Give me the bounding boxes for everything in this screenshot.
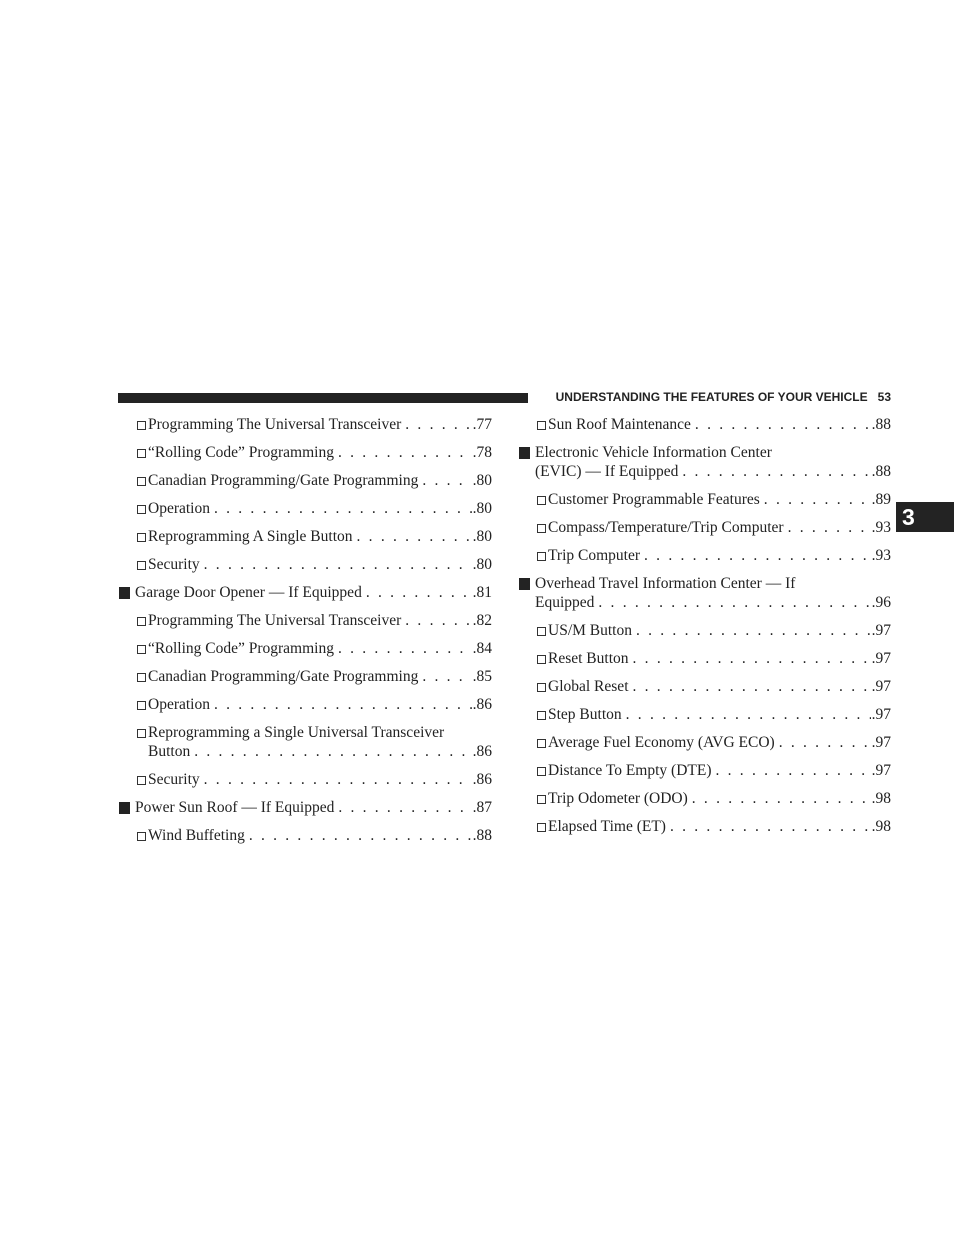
toc-entry-title: Elapsed Time (ET) [548, 818, 666, 835]
toc-section-entry[interactable] [118, 798, 492, 826]
toc-entry-title: Security [148, 556, 200, 573]
toc-entry-title: Electronic Vehicle Information Center [535, 444, 772, 461]
dot-leader [636, 621, 871, 640]
toc-entry-title-continued: Equipped [535, 594, 595, 611]
dot-leader [644, 546, 871, 565]
filled-square-bullet-icon [119, 587, 130, 599]
toc-page-number: .89 [871, 491, 891, 508]
hollow-square-bullet-icon [137, 477, 146, 486]
toc-subsection-entry[interactable] [118, 695, 492, 723]
toc-page-number: .77 [472, 416, 492, 433]
dot-leader [764, 490, 871, 509]
hollow-square-bullet-icon [537, 795, 546, 804]
hollow-square-bullet-icon [537, 823, 546, 832]
toc-entry-title: Programming The Universal Transceiver [148, 416, 402, 433]
toc-page-number: .85 [472, 668, 492, 685]
toc-page-number: .97 [871, 734, 891, 751]
header-rule [118, 393, 528, 403]
dot-leader [249, 826, 472, 845]
toc-right-column [518, 415, 891, 845]
toc-entry-title: Garage Door Opener — If Equipped [135, 584, 362, 601]
toc-subsection-entry[interactable] [118, 527, 492, 555]
toc-subsection-entry[interactable] [518, 518, 891, 546]
dot-leader [214, 499, 472, 518]
hollow-square-bullet-icon [537, 683, 546, 692]
toc-subsection-entry[interactable] [518, 649, 891, 677]
toc-entry-title: “Rolling Code” Programming [148, 444, 334, 461]
toc-subsection-entry[interactable] [118, 499, 492, 527]
hollow-square-bullet-icon [137, 645, 146, 654]
toc-subsection-entry[interactable] [118, 611, 492, 639]
toc-entry-title: US/M Button [548, 622, 632, 639]
toc-page-number: .96 [871, 594, 891, 611]
page-number: 53 [877, 390, 891, 404]
toc-page-number: .86 [472, 743, 492, 760]
toc-page-number: .82 [472, 612, 492, 629]
toc-page-number: .80 [472, 472, 492, 489]
toc-entry-title-continued: Button [148, 743, 191, 760]
hollow-square-bullet-icon [137, 729, 146, 738]
toc-subsection-entry[interactable] [518, 761, 891, 789]
toc-page-number: .98 [871, 818, 891, 835]
toc-entry-title: Sun Roof Maintenance [548, 416, 691, 433]
toc-entry-title: Programming The Universal Transceiver [148, 612, 402, 629]
dot-leader [422, 471, 471, 490]
dot-leader [779, 733, 871, 752]
toc-subsection-entry[interactable] [118, 770, 492, 798]
toc-page-number: .80 [472, 500, 492, 517]
hollow-square-bullet-icon [137, 832, 146, 841]
filled-square-bullet-icon [519, 447, 530, 459]
hollow-square-bullet-icon [537, 739, 546, 748]
toc-entry-title: Global Reset [548, 678, 629, 695]
toc-page-number: .80 [472, 556, 492, 573]
toc-subsection-entry[interactable] [518, 677, 891, 705]
toc-subsection-entry[interactable] [118, 667, 492, 695]
toc-section-entry[interactable] [118, 583, 492, 611]
hollow-square-bullet-icon [137, 533, 146, 542]
toc-page-number: .97 [871, 650, 891, 667]
toc-entry-title: Wind Buffeting [148, 827, 245, 844]
dot-leader [695, 415, 871, 434]
toc-subsection-entry[interactable] [118, 723, 492, 770]
hollow-square-bullet-icon [537, 524, 546, 533]
section-title: UNDERSTANDING THE FEATURES OF YOUR VEHICLE [555, 390, 868, 404]
toc-page-number: .97 [871, 622, 891, 639]
toc-entry-title: Distance To Empty (DTE) [548, 762, 712, 779]
toc-page-number: .86 [472, 771, 492, 788]
dot-leader [626, 705, 871, 724]
hollow-square-bullet-icon [137, 701, 146, 710]
toc-subsection-entry[interactable] [118, 443, 492, 471]
toc-entry-title: Trip Computer [548, 547, 641, 564]
toc-subsection-entry[interactable] [118, 471, 492, 499]
toc-subsection-entry[interactable] [118, 415, 492, 443]
hollow-square-bullet-icon [137, 449, 146, 458]
toc-entry-title: Reset Button [548, 650, 629, 667]
toc-subsection-entry[interactable] [518, 490, 891, 518]
dot-leader [682, 462, 870, 481]
toc-entry-title: Security [148, 771, 200, 788]
hollow-square-bullet-icon [137, 421, 146, 430]
toc-subsection-entry[interactable] [518, 415, 891, 443]
toc-subsection-entry[interactable] [518, 817, 891, 845]
hollow-square-bullet-icon [137, 561, 146, 570]
toc-entry-title: Customer Programmable Features [548, 491, 760, 508]
toc-page-number: .97 [871, 706, 891, 723]
dot-leader [422, 667, 471, 686]
toc-entry-title: Step Button [548, 706, 622, 723]
toc-entry-title: “Rolling Code” Programming [148, 640, 334, 657]
hollow-square-bullet-icon [137, 776, 146, 785]
toc-entry-title: Reprogramming A Single Button [148, 528, 353, 545]
dot-leader [214, 695, 472, 714]
dot-leader [633, 649, 871, 668]
dot-leader [204, 555, 472, 574]
dot-leader [405, 611, 471, 630]
filled-square-bullet-icon [519, 578, 530, 590]
toc-page-number: .93 [871, 547, 891, 564]
toc-page-number: .98 [871, 790, 891, 807]
toc-subsection-entry[interactable] [118, 826, 492, 854]
toc-section-entry[interactable] [518, 574, 891, 621]
dot-leader [204, 770, 472, 789]
toc-entry-title: Overhead Travel Information Center — If [535, 575, 796, 592]
toc-page-number: .88 [871, 416, 891, 433]
toc-entry-title: Operation [148, 500, 210, 517]
hollow-square-bullet-icon [137, 673, 146, 682]
toc-subsection-entry[interactable] [518, 546, 891, 574]
toc-page-number: .81 [472, 584, 492, 601]
dot-leader [338, 798, 471, 817]
chapter-tab: 3 [896, 502, 954, 532]
toc-subsection-entry[interactable] [118, 639, 492, 667]
running-header [556, 390, 891, 404]
hollow-square-bullet-icon [537, 655, 546, 664]
toc-entry-title: Canadian Programming/Gate Programming [148, 668, 419, 685]
toc-entry-title: Power Sun Roof — If Equipped [135, 799, 335, 816]
dot-leader [598, 593, 870, 612]
toc-subsection-entry[interactable] [518, 621, 891, 649]
hollow-square-bullet-icon [537, 711, 546, 720]
toc-subsection-entry[interactable] [518, 733, 891, 761]
dot-leader [670, 817, 871, 836]
toc-page-number: .86 [472, 696, 492, 713]
hollow-square-bullet-icon [537, 496, 546, 505]
dot-leader [338, 443, 472, 462]
toc-subsection-entry[interactable] [118, 555, 492, 583]
toc-page-number: .88 [871, 463, 891, 480]
toc-entry-title: Compass/Temperature/Trip Computer [548, 519, 784, 536]
dot-leader [633, 677, 871, 696]
dot-leader [338, 639, 472, 658]
toc-left-column [118, 415, 492, 854]
toc-entry-title: Canadian Programming/Gate Programming [148, 472, 419, 489]
toc-entry-title-continued: (EVIC) — If Equipped [535, 463, 679, 480]
toc-page-number: .88 [472, 827, 492, 844]
toc-subsection-entry[interactable] [518, 789, 891, 817]
toc-entry-title: Operation [148, 696, 210, 713]
hollow-square-bullet-icon [537, 627, 546, 636]
dot-leader [194, 742, 471, 761]
toc-page-number: .80 [472, 528, 492, 545]
dot-leader [357, 527, 472, 546]
hollow-square-bullet-icon [137, 505, 146, 514]
dot-leader [716, 761, 871, 780]
dot-leader [692, 789, 871, 808]
toc-page-number: .87 [472, 799, 492, 816]
hollow-square-bullet-icon [137, 617, 146, 626]
toc-subsection-entry[interactable] [518, 705, 891, 733]
toc-page-number: .97 [871, 678, 891, 695]
dot-leader [405, 415, 471, 434]
toc-page-number: .93 [871, 519, 891, 536]
toc-entry-title: Trip Odometer (ODO) [548, 790, 688, 807]
toc-entry-title: Reprogramming a Single Universal Transceiver [148, 724, 445, 741]
toc-page-number: .78 [472, 444, 492, 461]
filled-square-bullet-icon [119, 802, 130, 814]
toc-section-entry[interactable] [518, 443, 891, 490]
hollow-square-bullet-icon [537, 767, 546, 776]
toc-entry-title: Average Fuel Economy (AVG ECO) [548, 734, 775, 751]
hollow-square-bullet-icon [537, 421, 546, 430]
dot-leader [366, 583, 472, 602]
toc-page-number: .97 [871, 762, 891, 779]
toc-page-number: .84 [472, 640, 492, 657]
dot-leader [788, 518, 871, 537]
hollow-square-bullet-icon [537, 552, 546, 561]
